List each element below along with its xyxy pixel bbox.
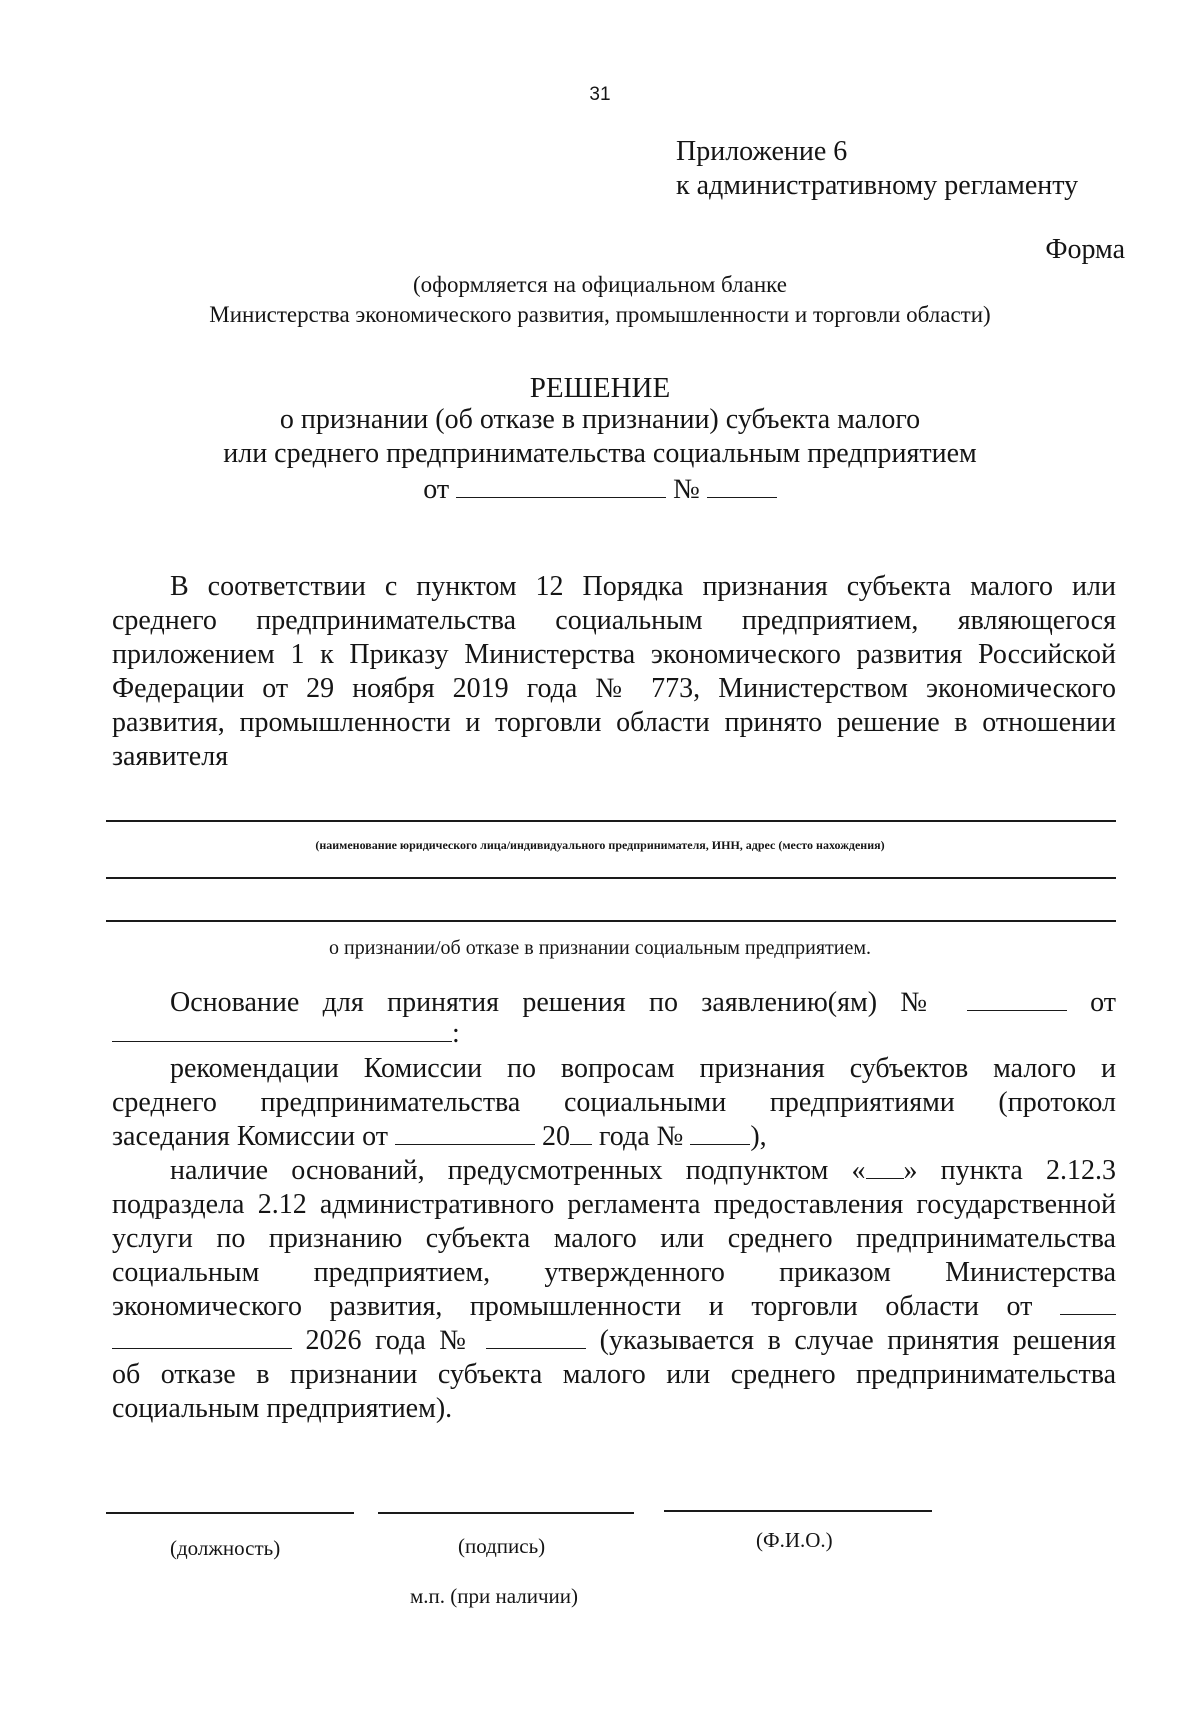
form-label: Форма [1045,234,1125,265]
name-signature-line[interactable] [664,1510,932,1512]
name-label: (Ф.И.О.) [756,1528,833,1552]
subtitle-line-1: о признании (об отказе в признании) субъекта малого [279,404,921,435]
grounds-line-4: социальным предприятием, утвержденного приказом Министерства [112,1257,1116,1288]
applicant-line-2[interactable] [106,877,1116,879]
date-number-line [0,474,1200,506]
basis-date-line [112,1018,460,1050]
applicant-line-3[interactable] [106,920,1116,922]
basis-text [112,986,1116,1020]
decision-caption: о признании/об отказе в признании социальным предприятием. [328,937,872,959]
number-blank[interactable] [707,477,777,498]
order-day-blank[interactable] [1060,1294,1116,1315]
grounds-line-2: подраздела 2.12 административного регламента предоставления государственной [112,1189,1116,1220]
subitem-blank[interactable] [866,1158,904,1179]
document-title: РЕШЕНИЕ [529,372,671,404]
commission-year-prefix: 20 [541,1121,570,1152]
number-prefix: № [673,474,700,505]
page-number: 31 [589,84,611,105]
grounds-line-1 [112,1154,1116,1188]
date-prefix: от [423,474,450,505]
position-label: (должность) [170,1536,281,1560]
grounds-line-7: об отказе в признании субъекта малого или среднего предпринимательства [112,1359,1116,1390]
blank-note-line-2: Министерства экономического развития, промышленности и торговли области) [209,302,991,327]
grounds-subitem-suffix: » пункта 2.12.3 [903,1155,1116,1186]
blank-note-line-1: (оформляется на официальном бланке [413,272,787,297]
position-signature-line[interactable] [106,1512,354,1514]
applicant-caption: (наименование юридического лица/индивидуального предпринимателя, ИНН, адрес (место нахождения) [315,838,885,852]
subtitle-line-2: или среднего предпринимательства социальным предприятием [223,438,977,469]
date-blank[interactable] [456,477,666,498]
commission-line-3 [112,1120,1116,1154]
grounds-line-3: услуги по признанию субъекта малого или среднего предпринимательства [112,1223,1116,1254]
order-number-blank[interactable] [486,1328,586,1349]
commission-paragraph [112,1052,1116,1154]
commission-line-2: среднего предпринимательства социальными предприятиями (протокол [112,1087,1116,1118]
basis-line [112,986,1116,1020]
appendix-line-2: к административному регламенту [676,170,1079,201]
commission-number-prefix: года № [598,1121,684,1152]
order-year-label: 2026 года № [305,1325,473,1356]
order-month-blank[interactable] [112,1328,292,1349]
order-note: (указывается в случае принятия решения [599,1325,1116,1356]
stamp-label: м.п. (при наличии) [410,1584,578,1608]
commission-date-blank[interactable] [395,1124,535,1145]
signature-line[interactable] [378,1512,634,1514]
basis-colon: : [452,1018,460,1049]
basis-label: Основание для принятия решения по заявлению(ям) № [170,987,944,1018]
grounds-subitem-prefix: наличие оснований, предусмотренных подпунктом « [170,1155,866,1186]
application-number-blank[interactable] [967,990,1067,1011]
commission-line-1: рекомендации Комиссии по вопросам признания субъектов малого и [170,1053,1116,1084]
basis-from-label: от [1090,987,1116,1018]
intro-paragraph-text: В соответствии с пунктом 12 Порядка признания субъекта малого или среднего предпринимательства социальным предприятием, являющегося приложением 1 к Приказу Министерства экономического развития Российской Федерации от 29 ноября 2019 года № 773, Министерством экономического развития, промышленности и торговли области принято решение в отношении заявителя [112,571,1116,772]
appendix-line-1: Приложение 6 [676,136,848,167]
signature-label: (подпись) [458,1534,546,1558]
intro-paragraph [112,570,1116,774]
grounds-line-5-text: экономического развития, промышленности и торговли области от [112,1291,1033,1322]
grounds-line-8: социальным предприятием). [112,1393,453,1424]
commission-date-prefix: заседания Комиссии от [112,1121,388,1152]
grounds-line-5 [112,1290,1116,1324]
applicant-line-1[interactable] [106,820,1116,822]
application-date-blank[interactable] [112,1021,452,1042]
grounds-paragraph [112,1154,1116,1426]
grounds-line-6 [112,1324,1116,1358]
protocol-number-blank[interactable] [690,1124,750,1145]
commission-year-blank[interactable] [570,1124,592,1145]
commission-line-end: ), [750,1121,767,1152]
